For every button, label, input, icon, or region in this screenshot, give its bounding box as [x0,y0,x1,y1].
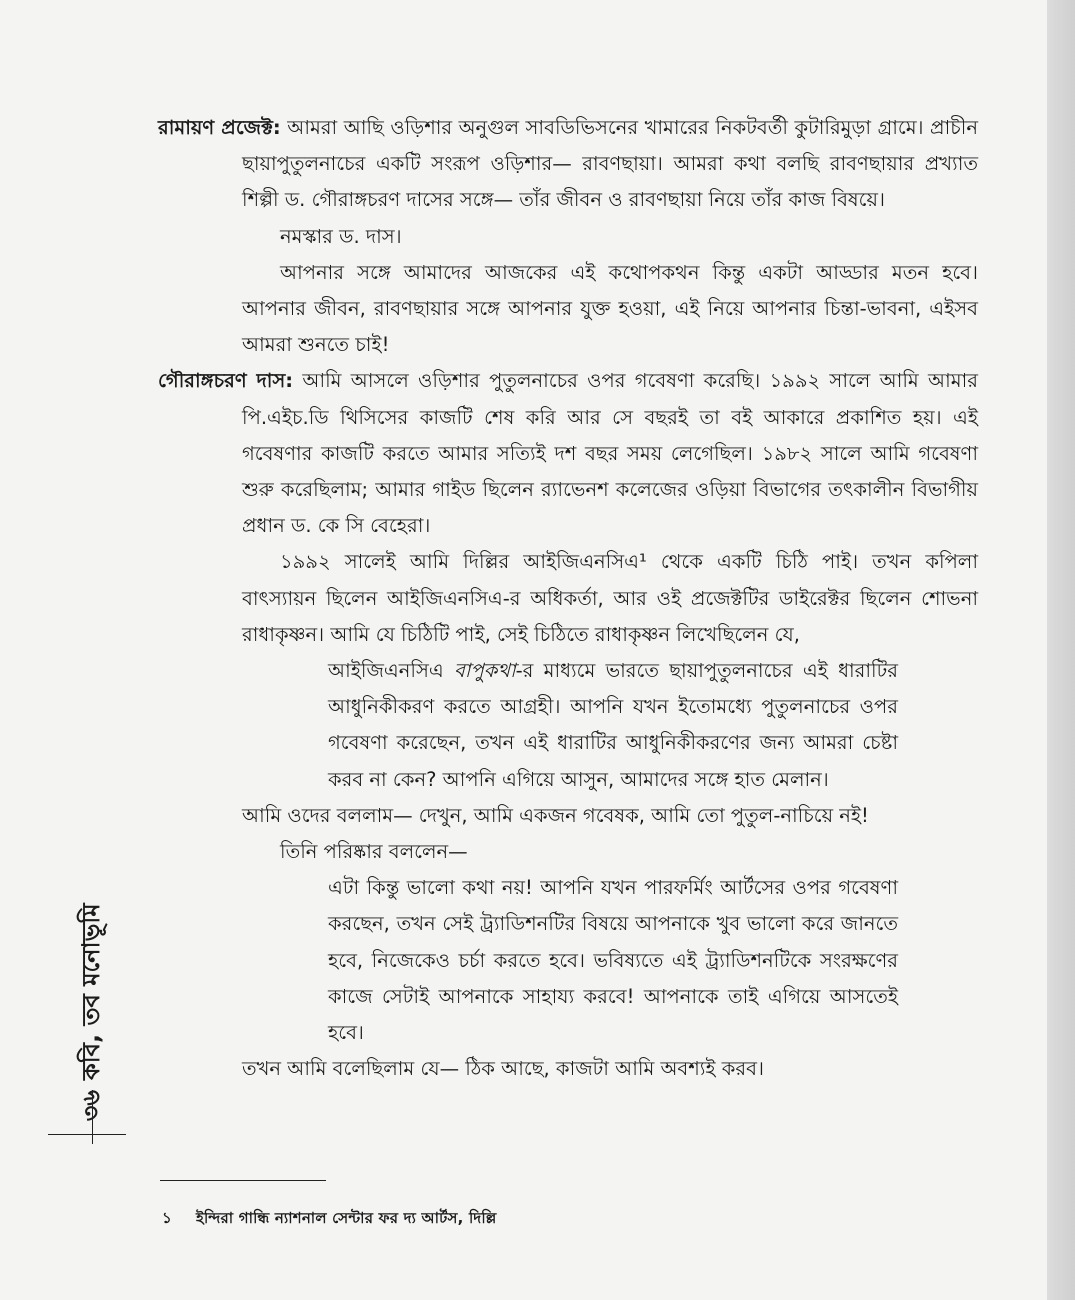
running-head-title: কবি, তব মনোভূমি [77,903,105,1080]
paragraph-2: নমস্কার ড. দাস। [280,224,402,248]
quote-2: এটা কিন্তু ভালো কথা নয়! আপনি যখন পারফর্মিং আর্টসের ওপর গবেষণা করছেন, তখন সেই ট্র্যাডিশনটির বিষয়ে আপনাকে খুব ভালো করে জানতে হবে, নিজেকেও চর্চা করতে হবে। ভবিষ্যতে এই ট্র্যাডিশনটিকে সংরক্ষণের কাজে সেটাই আপনাকে সাহায্য করবে! আপনাকে তাই এগিয়ে আসতেই হবে। [328,876,898,1045]
footnote-number: ১ [162,1209,172,1227]
book-title-italic: বাপুকথা [453,659,516,683]
paragraph-5: ১৯৯২ সালেই আমি দিল্লির আইজিএনসিএ¹ থেকে একটি চিঠি পাই। তখন কপিলা বাৎস্যায়ন ছিলেন আইজিএনসিএ-র অধিকর্তা, আর ওই প্রজেক্টটির ডাইরেক্টর ছিলেন শোভনা রাধাকৃষ্ণন। আমি যে চিঠিটি পাই, সেই চিঠিতে রাধাকৃষ্ণন লিখেছিলেন যে, [242,550,978,646]
main-text [158,110,978,1087]
paragraph-4 [158,363,978,544]
speaker-label: গৌরাঙ্গচরণ দাস: [158,369,294,393]
paragraph-1 [158,110,978,219]
paragraph-6: আমি ওদের বললাম— দেখুন, আমি একজন গবেষক, আমি তো পুতুল-নাচিয়ে নই! [242,803,869,827]
speaker-label: রামায়ণ প্রজেক্ট: [158,116,281,139]
paragraph-7: তিনি পরিষ্কার বললেন— [280,840,468,864]
footnote [162,1207,497,1232]
page-number: ৩৬ [77,1090,105,1122]
paragraph-text: আমি আসলে ওড়িশার পুতুলনাচের ওপর গবেষণা করেছি। ১৯৯২ সালে আমি আমার পি.এইচ.ডি থিসিসের কাজটি শেষ করি আর সে বছরই তা বই আকারে প্রকাশিত হয়। এই গবেষণার কাজটি করতে আমার সত্যিই দশ বছর সময় লেগেছিল। ১৯৮২ সালে আমি গবেষণা শুরু করেছিলাম; আমার গাইড ছিলেন র‍্যাভেনশ কলেজের ওড়িয়া বিভাগের তৎকালীন বিভাগীয় প্রধান ড. কে সি বেহেরা। [242,369,978,538]
paragraph-3: আপনার সঙ্গে আমাদের আজকের এই কথোপকথন কিন্তু একটা আড্ডার মতন হবে। আপনার জীবন, রাবণছায়ার সঙ্গে আপনার যুক্ত হওয়া, এই নিয়ে আপনার চিন্তা-ভাবনা, এইসব আমরা শুনতে চাই! [242,260,978,357]
running-head-rule [48,1134,126,1135]
quote-text: -র মাধ্যমে ভারতে ছায়াপুতুলনাচের এই ধারাটির আধুনিকীকরণ করতে আগ্রহী। আপনি যখন ইতোমধ্যে পুতুলনাচের ওপর গবেষণা করেছেন, তখন এই ধারাটির আধুনিকীকরণের জন্য আমরা চেষ্টা করব না কেন? আপনি এগিয়ে আসুন, আমাদের সঙ্গে হাত মেলান। [328,659,898,791]
page-edge [1047,0,1075,1300]
quote-text: আইজিএনসিএ [328,659,454,683]
running-head-separator [92,1090,93,1144]
footnote-divider [160,1180,326,1181]
paragraph-8: তখন আমি বলেছিলাম যে— ঠিক আছে, কাজটা আমি অবশ্যই করব। [242,1057,764,1081]
footnote-text: ইন্দিরা গান্ধি ন্যাশনাল সেন্টার ফর দ্য আর্টস, দিল্লি [196,1209,497,1227]
quote-1 [158,653,978,798]
paragraph-text: আমরা আছি ওড়িশার অনুগুল সাবডিভিসনের খামারের নিকটবর্তী কুটারিমুড়া গ্রামে। প্রাচীন ছায়াপুতুলনাচের একটি সংরূপ ওড়িশার— রাবণছায়া। আমরা কথা বলছি রাবণছায়ার প্রখ্যাত শিল্পী ড. গৌরাঙ্গচরণ দাসের সঙ্গে— তাঁর জীবন ও রাবণছায়া নিয়ে তাঁর কাজ বিষয়ে। [242,116,978,212]
